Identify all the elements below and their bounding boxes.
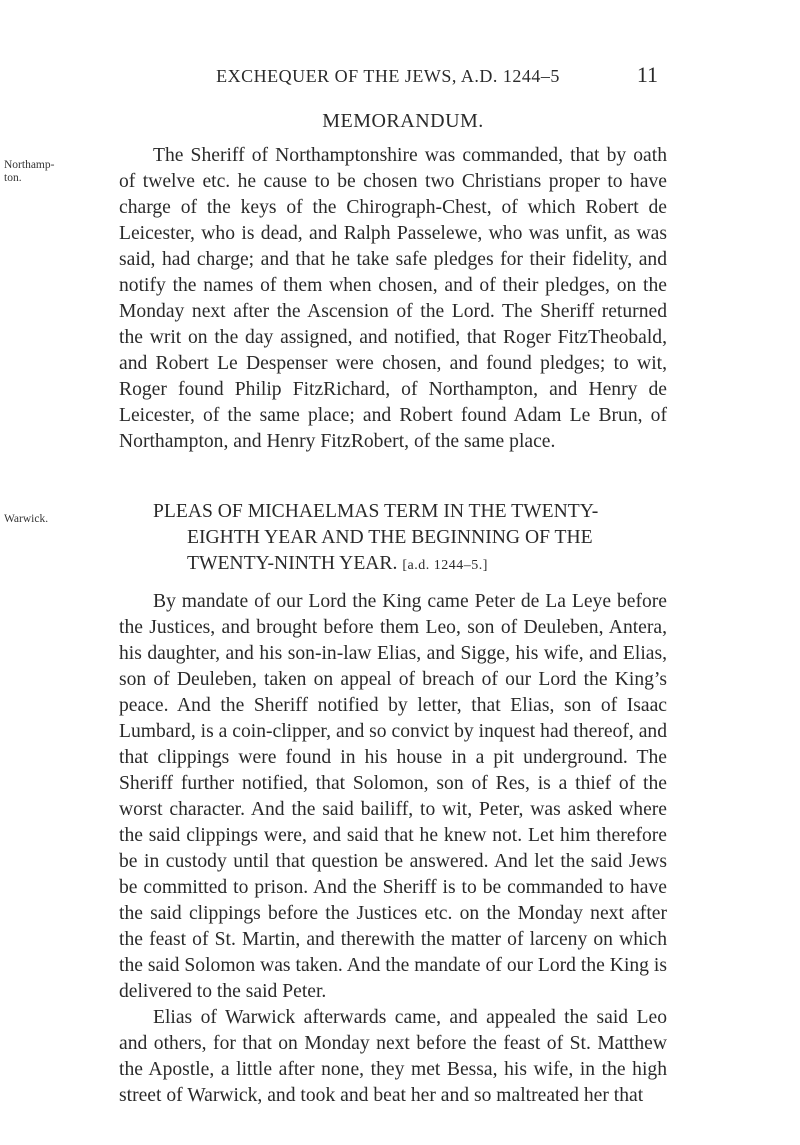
memorandum-paragraph: The Sheriff of Northamptonshire was commanded, that by oath of twelve etc. he cause to be chosen two Christians proper to have charge of the keys of the Chirograph-Chest, of which Robert de Leicester, who is dead, and Ralph Passelewe, who was unfit, as was said, had charge; and that he take safe pledges for their fidelity, and notify the names of them when chosen, and of their pledges, on the Monday next after the Ascension of the Lord. The Sheriff returned the writ on the day assigned, and notified, that Roger FitzTheobald, and Robert Le Despenser were chosen, and found pledges; to wit, Roger found Philip FitzRichard, of Northampton, and Henry de Leicester, of the same place; and Robert found Adam Le Brun, of Northampton, and Henry FitzRobert, of the same place.	[119, 145, 667, 452]
memorandum-heading: MEMORANDUM.	[322, 110, 484, 132]
main-text-column	[119, 110, 667, 1109]
marginal-note-warwick: Warwick.	[4, 513, 49, 525]
running-head: EXCHEQUER OF THE JEWS, A.D. 1244–5	[216, 66, 560, 86]
page-number: 11	[636, 62, 658, 87]
pleas-heading	[153, 499, 667, 579]
pleas-paragraph-1: By mandate of our Lord the King came Peter de La Leye before the Justices, and brought before them Leo, son of Deuleben, Antera, his daughter, and his son-in-law Elias, and Sigge, his wife, and Elias, son of Deuleben, taken on appeal of breach of our Lord the King’s peace. And the Sheriff notified by letter, that Elias, son of Isaac Lumbard, is a coin-clipper, and so convict by inquest had thereof, and that clippings were found in his house in a pit underground. The Sheriff further notified, that Solomon, son of Res, is a thief of the worst character. And the said bailiff, to wit, Peter, was asked where the said clippings were, and said that he knew not. Let him therefore be in custody until that question be answered. And let the said Jews be committed to prison. And the Sheriff is to be commanded to have the said clippings before the Justices etc. on the Monday next after the feast of St. Martin, and therewith the matter of larceny on which the said Solomon was taken. And the mandate of our Lord the King is delivered to the said Peter.	[119, 591, 667, 1002]
pleas-heading-date: [a.d. 1244–5.]	[402, 558, 488, 573]
pleas-heading-text: PLEAS OF MICHAELMAS TERM IN THE TWENTY-EIGHTH YEAR AND THE BEGINNING OF THE TWENTY-NINTH YEAR.	[153, 501, 599, 574]
pleas-paragraph-2: Elias of Warwick afterwards came, and appealed the said Leo and others, for that on Monday next before the feast of St. Matthew the Apostle, a little after none, they met Bessa, his wife, in the high street of Warwick, and took and beat her and so maltreated her that	[119, 1007, 667, 1106]
marginal-note-northampton: Northamp- ton.	[4, 159, 55, 184]
